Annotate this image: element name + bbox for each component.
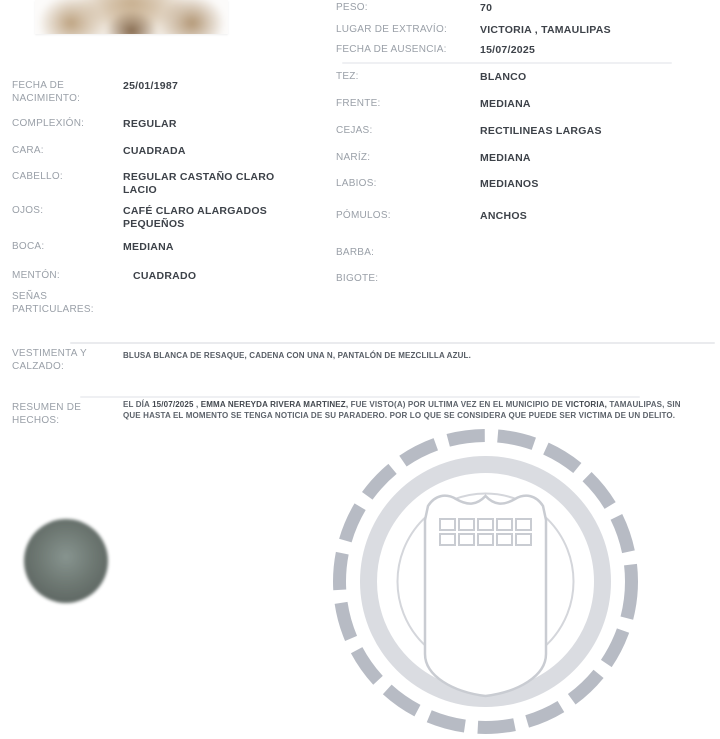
field-value: RECTILINEAS LARGAS (480, 125, 602, 137)
seal-watermark-icon (328, 424, 643, 739)
field-label: FECHA DE NACIMIENTO: (12, 80, 81, 104)
divider-line (70, 342, 715, 344)
field-label: COMPLEXIÓN: (12, 118, 85, 129)
resumen-segment: , (195, 400, 201, 409)
field-nariz (336, 152, 716, 165)
resumen-segment: FUE VISTO(A) POR ULTIMA VEZ EN EL MUNICIPIO DE (348, 400, 566, 409)
field-label: FRENTE: (336, 98, 381, 109)
field-label: VESTIMENTA Y CALZADO: (12, 348, 87, 372)
resumen-segment: EL DÍA (123, 400, 153, 409)
field-peso (336, 2, 716, 15)
field-menton (12, 270, 330, 283)
field-value: CUADRADA (123, 145, 186, 157)
field-label: CARA: (12, 145, 44, 156)
resumen-paragraph (123, 400, 698, 427)
field-value: 15/07/2025 (480, 44, 536, 56)
field-complexion (12, 118, 330, 131)
section-physical-right (336, 71, 716, 285)
field-label: RESUMEN DE HECHOS: (12, 402, 82, 426)
field-label: TEZ: (336, 71, 359, 82)
field-barba (336, 247, 716, 260)
field-value: 70 (480, 2, 493, 14)
field-label: PESO: (336, 2, 368, 13)
field-fecha-ausencia (336, 44, 716, 57)
field-value: BLUSA BLANCA DE RESAQUE, CADENA CON UNA N, PANTALÓN DE MEZCLILLA AZUL. (123, 351, 471, 360)
field-value: REGULAR CASTAÑO CLARO LACIO (123, 171, 275, 196)
divider-line (80, 396, 640, 398)
resumen-segment: TAMAULIPAS, SIN QUE HASTA EL MOMENTO SE TENGA NOTICIA DE SU PARADERO. POR LO QUE SE CONSIDERA QUE PUEDE SER VICTIMA DE UN DELITO. (123, 400, 681, 420)
field-tez (336, 71, 716, 84)
field-label: PÓMULOS: (336, 210, 391, 221)
field-value: MEDIANA (123, 241, 174, 253)
field-value: REGULAR (123, 118, 177, 130)
resumen-segment: EMMA NEREYDA RIVERA MARTINEZ, (200, 400, 349, 409)
section-physical-left (12, 80, 330, 316)
divider-line (342, 62, 672, 64)
field-label: BOCA: (12, 241, 45, 252)
field-value: VICTORIA , TAMAULIPAS (480, 24, 611, 36)
field-cejas (336, 125, 716, 138)
field-bigote (336, 273, 716, 286)
field-labios (336, 178, 716, 191)
field-label: MENTÓN: (12, 270, 60, 281)
shield-crest-icon (425, 496, 546, 696)
field-label: OJOS: (12, 205, 44, 216)
field-label: NARÍZ: (336, 152, 371, 163)
field-value: CUADRADO (133, 270, 197, 282)
resumen-segment: 15/07/2025 (152, 400, 196, 409)
portrait-photo-hair (35, 0, 228, 34)
field-resumen-hechos (12, 400, 712, 427)
field-cara (12, 145, 330, 158)
field-value: MEDIANA (480, 152, 531, 164)
field-value: CAFÉ CLARO ALARGADOS PEQUEÑOS (123, 205, 268, 230)
field-label: CEJAS: (336, 125, 373, 136)
field-value: MEDIANA (480, 98, 531, 110)
field-pomulos (336, 210, 716, 223)
field-cabello (12, 171, 330, 197)
field-boca (12, 241, 330, 254)
field-label: LABIOS: (336, 178, 377, 189)
resumen-segment: VICTORIA, (565, 400, 607, 409)
section-location-fields (336, 2, 716, 57)
field-label: BIGOTE: (336, 272, 379, 284)
portrait-photo (35, 0, 228, 34)
field-label: CABELLO: (12, 171, 63, 182)
field-label: BARBA: (336, 247, 375, 258)
field-label: LUGAR DE EXTRAVÍO: (336, 24, 448, 35)
field-fecha-nacimiento (12, 80, 330, 105)
field-lugar-extravio (336, 24, 716, 37)
field-value: ANCHOS (480, 210, 528, 222)
field-label: FECHA DE AUSENCIA: (336, 44, 447, 55)
agency-emblem-icon (24, 519, 108, 603)
field-frente (336, 98, 716, 111)
field-value: 25/01/1987 (123, 80, 179, 92)
field-vestimenta-calzado (12, 348, 712, 373)
field-senas-particulares (12, 291, 330, 316)
field-value: MEDIANOS (480, 178, 539, 190)
field-value: BLANCO (480, 71, 527, 83)
field-label: SEÑAS PARTICULARES: (12, 291, 94, 315)
field-ojos (12, 205, 330, 231)
